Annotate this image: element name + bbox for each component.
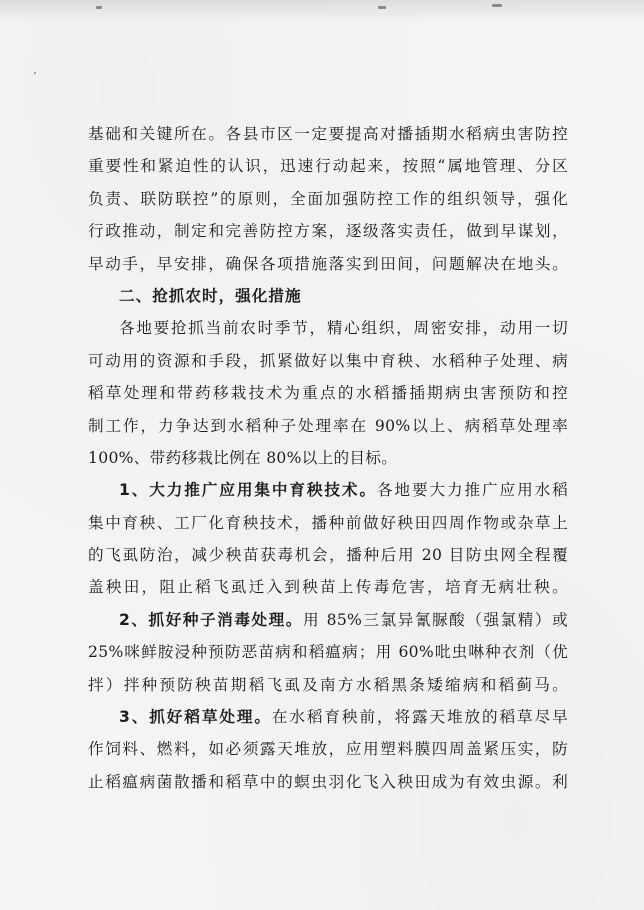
- text-line: 制工作，力争达到水稻种子处理率在 90%以上、病稻草处理率: [88, 416, 568, 435]
- text-line: 集中育秧、工厂化育秧技术，播种前做好秧田四周作物或杂草上: [88, 513, 568, 532]
- text-line: 的飞虱防治，减少秧苗获毒机会，播种后用 20 目防虫网全程覆: [88, 546, 568, 565]
- text-line: 可动用的资源和手段，抓紧做好以集中育秧、水稻种子处理、病: [88, 351, 568, 370]
- text-line: 盖秧田，阻止稻飞虱迁入到秧苗上传毒危害，培育无病壮秧。: [88, 578, 568, 597]
- item-title: 1、大力推广应用集中育秧技术。: [119, 481, 377, 500]
- item-first-line: [88, 604, 568, 636]
- text-line: 基础和关键所在。各县市区一定要提高对播插期水稻病虫害防控: [88, 125, 568, 143]
- text-line: 行政推动，制定和完善防控方案，逐级落实责任，做到早谋划，: [88, 222, 568, 241]
- document-body: [88, 118, 568, 798]
- text-line: 早动手，早安排，确保各项措施落实到田间，问题解决在地头。: [88, 254, 568, 273]
- text-line: 100%、带药移栽比例在 80%以上的目标。: [88, 448, 398, 467]
- scan-speck: [34, 72, 36, 74]
- item-title: 2、抓好种子消毒处理。: [119, 610, 303, 629]
- item-first-line: [88, 474, 568, 506]
- scan-speck: [378, 6, 386, 9]
- item-text: 在水稻育秧前，将露天堆放的稻草尽早: [271, 708, 568, 727]
- text-line: 止稻瘟病菌散播和稻草中的螟虫羽化飞入秧田成为有效虫源。利: [88, 772, 568, 791]
- text-line: 稻草处理和带药移栽技术为重点的水稻播插期病虫害预防和控: [88, 384, 568, 403]
- scan-edge-shadow: [0, 0, 644, 22]
- item-text: 各地要大力推广应用水稻: [376, 481, 568, 500]
- scan-speck: [492, 4, 502, 7]
- item-text: 用 85%三氯异氰脲酸（强氯精）或: [302, 610, 568, 629]
- item-title: 3、抓好稻草处理。: [119, 708, 272, 727]
- text-line: 重要性和紧迫性的认识，迅速行动起来，按照“属地管理、分区: [88, 157, 568, 176]
- text-line: 作饲料、燃料，如必须露天堆放，应用塑料膜四周盖紧压实，防: [88, 740, 568, 759]
- item-first-line: [88, 701, 568, 733]
- text-line: 25%咪鲜胺浸种预防恶苗病和稻瘟病；用 60%吡虫啉种衣剂（优: [88, 643, 568, 662]
- scan-speck: [96, 6, 102, 9]
- text-line: 各地要抢抓当前农时季节，精心组织，周密安排，动用一切: [119, 319, 568, 338]
- text-line: 负责、联防联控”的原则，全面加强防控工作的组织领导，强化: [88, 189, 568, 208]
- section-heading: 二、抢抓农时，强化措施: [119, 286, 302, 305]
- text-line: 拌）拌种预防秧苗期稻飞虱及南方水稻黑条矮缩病和稻蓟马。: [88, 675, 568, 694]
